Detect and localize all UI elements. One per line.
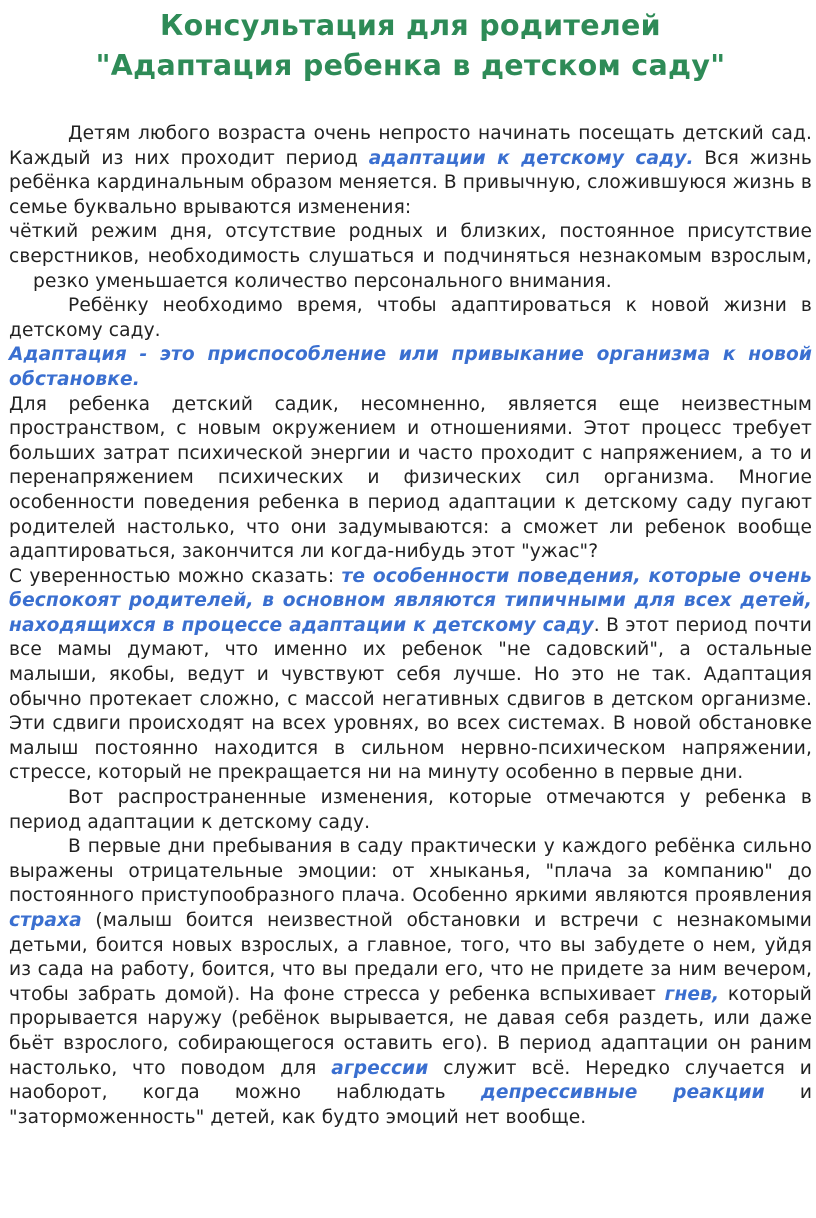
change-item: постоянное присутствие сверстников, <box>9 221 813 267</box>
adaptation-definition: Адаптация - это приспособление или привыкание организма к новой обстановке. <box>9 344 812 390</box>
changes-list <box>9 220 812 294</box>
highlight-adaptation: адаптации к детскому саду. <box>368 147 694 169</box>
paragraph-unknown-space: Для ребенка детский садик, несомненно, является еще неизвестным пространством, с новым окружением и отношениями. Этот процесс требует больших затрат психической энергии и часто проходит с напряжением, а то и перенапряжением психических и физических сил организма. Многие особенности поведения ребенка в период адаптации к детскому саду пугают родителей настолько, что они задумываются: а сможет ли ребенок вообще адаптироваться, закончится ли когда-нибудь этот "ужас"? <box>9 393 812 563</box>
highlight-aggression: агрессии <box>331 1057 429 1079</box>
page-title <box>9 6 812 86</box>
title-line-2: "Адаптация ребенка в детском саду" <box>95 49 726 82</box>
paragraph-emotions: В первые дни пребывания в саду практически у каждого ребёнка сильно выражены отрицательные эмоции: от хныканья, "плача за компанию" до постоянного приступообразного плача. Особенно яркими являются проявления страха (малыш боится неизвестной обстановки и встречи с незнакомыми детьми, боится новых взрослых, а главное, того, что вы забудете о нем, уйдя из сада на работу, боится, что вы предали его, что не придете за ним вечером, чтобы забрать домой). На фоне стресса у ребенка вспыхивает гнев, который прорывается наружу (ребёнок вырывается, не давая себя раздеть, или даже бьёт взрослого, собирающегося оставить его). В период адаптации он раним настолько, что поводом для агрессии служит всё. Нередко случается и наоборот, когда можно наблюдать депрессивные реакции и "заторможенность" детей, как будто эмоций нет вообще. <box>9 836 813 1128</box>
highlight-depressive: депрессивные реакции <box>480 1082 765 1104</box>
change-item: резко уменьшается количество персонального внимания. <box>33 270 612 292</box>
paragraph-typical-behaviour: С уверенностью можно сказать: те особенности поведения, которые очень беспокоят родителей, в основном являются типичными для всех детей, находящихся в процессе адаптации к детскому саду. В этот период почти все мамы думают, что именно их ребенок "не садовский", а остальные малыши, якобы, ведут и чувствуют себя лучше. Но это не так. Адаптация обычно протекает сложно, с массой негативных сдвигов в детском организме. Эти сдвиги происходят на всех уровнях, во всех системах. В новой обстановке малыш постоянно находится в сильном нервно-психическом напряжении, стрессе, который не прекращается ни на минуту особенно в первые дни. <box>9 565 812 784</box>
paragraph-intro: Детям любого возраста очень непросто начинать посещать детский сад. Каждый из них проходит период адаптации к детскому саду. Вся жизнь ребёнка кардинальным образом меняется. В привычную, сложившуюся жизнь в семье буквально врываются изменения: <box>9 123 812 218</box>
change-item: чёткий режим дня, <box>9 221 213 243</box>
highlight-anger: гнев, <box>664 983 720 1005</box>
change-item: необходимость слушаться и подчиняться незнакомым взрослым, <box>147 245 813 267</box>
title-line-1: Консультация для родителей <box>160 9 661 42</box>
change-item: отсутствие родных и близких, <box>225 221 547 243</box>
highlight-typical: те особенности поведения, которые очень беспокоят родителей, в основном являются типичными для всех детей, находящихся в процессе адаптации к детскому саду <box>9 565 812 636</box>
highlight-fear: страха <box>9 910 82 931</box>
paragraph-time: Ребёнку необходимо время, чтобы адаптироваться к новой жизни в детскому саду. <box>9 295 812 341</box>
paragraph-changes-intro: Вот распространенные изменения, которые отмечаются у ребенка в период адаптации к детскому саду. <box>9 787 812 833</box>
